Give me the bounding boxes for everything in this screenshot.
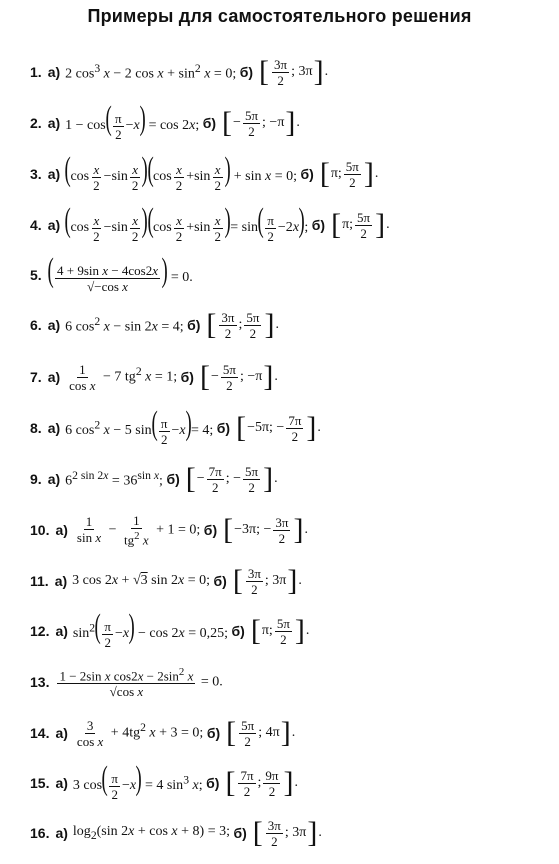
problem-5 bbox=[30, 252, 193, 295]
equation: 6 $\cos^2 x - 5$ sin( $\frac{\pi}{2}$ −x)= 4; bbox=[65, 405, 217, 447]
part-b-label: б) bbox=[311, 217, 326, 233]
part-b-label: б) bbox=[231, 623, 245, 639]
part-a-label: а) bbox=[55, 775, 68, 791]
problem-number: 10. bbox=[30, 522, 50, 538]
problem-number: 1. bbox=[30, 64, 42, 80]
part-b-label: б) bbox=[216, 420, 231, 436]
part-b-label: б) bbox=[187, 317, 201, 333]
problem-number: 6. bbox=[30, 317, 42, 333]
part-a-label: а) bbox=[47, 217, 61, 233]
part-b-label: б) bbox=[202, 115, 217, 131]
equation: (cos $\frac{x}{2}$ −sin $\frac{x}{2}$ )(cos $\frac{x}{2}$ +sin $\frac{x}{2}$ )= sin( $\frac{\pi}{2}$ −2x); bbox=[64, 202, 312, 244]
problem-7: 7. а) $\frac{1}{\text{cos x}}$ − 7 $tg^2$ x = 1; б) [ − $\frac{5\pi}{2}$ ; −π ] . bbox=[30, 360, 278, 393]
problem-number: 4. bbox=[30, 217, 42, 233]
part-b-label: б) bbox=[233, 825, 247, 841]
part-b-label: б) bbox=[180, 369, 194, 385]
equation: $\frac{1 - 2\sin x \cos 2x - 2\sin^2 x}{\text{√cos x}}$ = 0. bbox=[59, 665, 223, 700]
part-a-label: а) bbox=[47, 317, 61, 333]
part-a-label: а) bbox=[47, 369, 61, 385]
equation: 1 − cos( $\frac{\pi}{2}$ −x) = cos 2x; bbox=[65, 100, 203, 142]
problem-2: 2. а) 1 − cos( $\frac{\pi}{2}$ −x) = cos 2x; б) [ − $\frac{5\pi}{2}$ ; −π ] . bbox=[30, 100, 300, 142]
problem-number: 11. bbox=[30, 573, 49, 589]
problem-number: 3. bbox=[30, 166, 42, 182]
equation: 2 $\cos^3 x - 2$ $\cos x + \sin^2 x = 0$; bbox=[65, 61, 240, 82]
problem-number: 16. bbox=[30, 825, 50, 841]
problem-11: 11. а) 3 cos 2x + √3 sin 2x = 0; б) [ $\frac{3\pi}{2}$ ; 3π ] . bbox=[30, 564, 302, 597]
problem-15: 15. а) 3 cos( $\frac{\pi}{2}$ −x) = 4 $\sin^3 x$; б) [ $\frac{7\pi}{2}$ ; $\frac{9\pi}{2}$ ] . bbox=[30, 760, 298, 802]
equation: $\frac{1}{\text{sin x}}$ − $\frac{1}{tg^2 x}$ + 1 = 0; bbox=[76, 512, 204, 548]
problem-number: 12. bbox=[30, 623, 50, 639]
equation: 6 $\cos^2 x - \sin 2x = 4$; bbox=[65, 314, 188, 335]
part-a-label: а) bbox=[47, 471, 61, 487]
part-a-label: а) bbox=[55, 725, 68, 741]
equation: 3 cos 2x + √3 sin 2x = 0; bbox=[72, 573, 214, 588]
part-a-label: а) bbox=[55, 825, 68, 841]
part-a-label: а) bbox=[55, 623, 68, 639]
problem-4: 4. а) (cos $\frac{x}{2}$ −sin $\frac{x}{2}$ )(cos $\frac{x}{2}$ +sin $\frac{x}{2}$ )= sin( $\frac{\pi}{2}$ −2x); б) [ π; $\frac{5\pi}{2}$ ] . bbox=[30, 202, 390, 244]
equation: $\frac{1}{\text{cos x}}$ − 7 $tg^2$ x = 1; bbox=[69, 361, 181, 393]
part-b-label: б) bbox=[206, 725, 221, 741]
problem-8: 8. а) 6 $\cos^2 x - 5$ sin( $\frac{\pi}{2}$ −x)= 4; б) [ −5π; − $\frac{7\pi}{2}$ ] . bbox=[30, 405, 321, 447]
part-a-label: а) bbox=[54, 573, 68, 589]
equation: 3 cos( $\frac{\pi}{2}$ −x) = 4 $\sin^3 x$; bbox=[72, 760, 207, 802]
equation: $\sin^2$( $\frac{\pi}{2}$ −x) − cos 2x = 0,25; bbox=[72, 608, 232, 650]
part-a-label: а) bbox=[47, 420, 61, 436]
problem-number: 7. bbox=[30, 369, 42, 385]
equation: $\log_2(\sin$ 2x + cos x + 8) = 3; bbox=[72, 824, 234, 842]
part-a-label: а) bbox=[55, 522, 68, 538]
problem-16: 16. а) $\log_2(\sin$ 2x + cos x + 8) = 3; б) [ $\frac{3\pi}{2}$ ; 3π ] . bbox=[30, 816, 322, 849]
equation: $6^{2 sin 2x} = 36^{sin x}$; bbox=[65, 468, 167, 489]
part-a-label: а) bbox=[47, 115, 61, 131]
problem-1: 1. а) 2 $\cos^3 x - 2$ $\cos x + \sin^2 x = 0$; б) [ $\frac{3\pi}{2}$ ; 3π ] . bbox=[30, 55, 329, 88]
problem-10: 10. а) $\frac{1}{\text{sin x}}$ − $\frac{1}{tg^2 x}$ + 1 = 0; б) [ −3π; − $\frac{3\pi}{2}$ ] . bbox=[30, 512, 308, 548]
part-b-label: б) bbox=[239, 64, 254, 80]
part-b-label: б) bbox=[300, 166, 314, 182]
problem-number: 8. bbox=[30, 420, 42, 436]
problem-number: 15. bbox=[30, 775, 50, 791]
problem-6: 6. а) 6 $\cos^2 x - \sin 2x = 4$; б) [ $\frac{3\pi}{2}$ ; $\frac{5\pi}{2}$ ] . bbox=[30, 308, 279, 341]
part-a-label: а) bbox=[47, 64, 61, 80]
equation: $\frac{3}{\text{cos x}}$ + $4tg^2$ x + 3 = 0; bbox=[76, 717, 207, 749]
problem-14: 14. а) $\frac{3}{\text{cos x}}$ + $4tg^2$ x + 3 = 0; б) [ $\frac{5\pi}{2}$ ; 4π ] . bbox=[30, 716, 296, 749]
problem-number: 9. bbox=[30, 471, 42, 487]
problem-9: 9. а) $6^{2 sin 2x} = 36^{sin x}$; б) [ − $\frac{7\pi}{2}$ ; − $\frac{5\pi}{2}$ ] . bbox=[30, 462, 278, 495]
part-b-label: б) bbox=[206, 775, 220, 791]
problem-3: 3. а) (cos $\frac{x}{2}$ −sin $\frac{x}{2}$ )(cos $\frac{x}{2}$ +sin $\frac{x}{2}$ ) + sin x = 0; б) [ π; $\frac{5\pi}{2}$ ] . bbox=[30, 151, 379, 193]
problem-number: 2. bbox=[30, 115, 42, 131]
part-a-label: а) bbox=[47, 166, 61, 182]
problem-number: 5. bbox=[30, 267, 42, 283]
part-b-label: б) bbox=[166, 471, 180, 487]
part-b-label: б) bbox=[203, 522, 218, 538]
equation: (cos $\frac{x}{2}$ −sin $\frac{x}{2}$ )(cos $\frac{x}{2}$ +sin $\frac{x}{2}$ ) + sin x = 0; bbox=[64, 151, 301, 193]
problem-12: 12. а) $\sin^2$( $\frac{\pi}{2}$ −x) − cos 2x = 0,25; б) [ π; $\frac{5\pi}{2}$ ] . bbox=[30, 608, 310, 650]
problem-13 bbox=[30, 662, 223, 702]
problem-number: 13. bbox=[30, 674, 50, 690]
problem-number: 14. bbox=[30, 725, 50, 741]
equation: ( $\frac{\text{4 + 9sin x − 4cos2x}}{\text{√−cos x}}$ ) = 0. bbox=[47, 252, 193, 294]
page-title: Примеры для самостоятельного решения bbox=[87, 6, 472, 26]
part-b-label: б) bbox=[213, 573, 227, 589]
